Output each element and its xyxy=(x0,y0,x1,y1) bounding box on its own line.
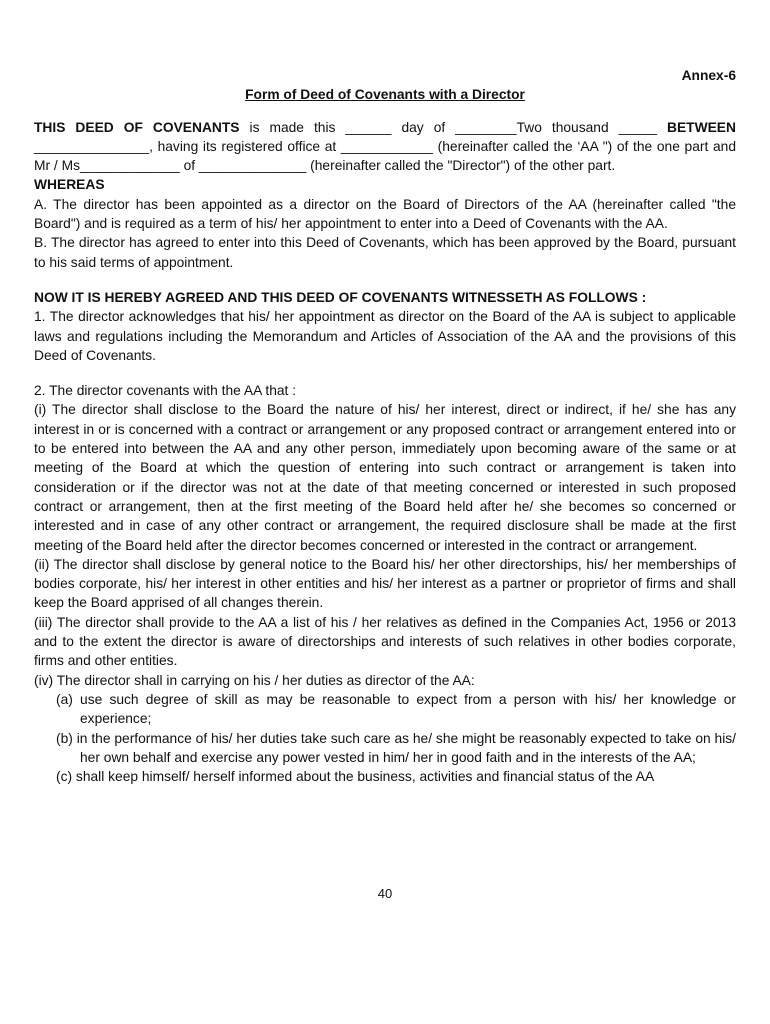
clause-2-intro: 2. The director covenants with the AA that : xyxy=(34,383,297,399)
document-title: Form of Deed of Covenants with a Director xyxy=(245,87,525,103)
intro-text-1: is made this ______ day of ________Two thousand _____ xyxy=(239,119,667,135)
page-number: 40 xyxy=(377,886,393,901)
whereas-heading: WHEREAS xyxy=(34,177,105,193)
clause-2-iv-c: (c) shall keep himself/ herself informed about the business, activities and financial status of the AA xyxy=(56,769,655,785)
clause-2-ii: (ii) The director shall disclose by general notice to the Board his/ her other directorships, his/ her memberships of bodies corporate, his/ her interest in other entities and his/ her interest as a partner or proprietor of firms and shall keep the Board apprised of all changes therein. xyxy=(34,556,736,611)
clause-2-iv-b: (b) in the performance of his/ her duties take such care as he/ she might be reasonably expected to take on his/ her own behalf and exercise any power vested in him/ her in good faith and in the interests of the AA; xyxy=(56,730,736,765)
recital-b: B. The director has agreed to enter into this Deed of Covenants, which has been approved by the Board, pursuant to his said terms of appointment. xyxy=(34,235,736,270)
annex-label: Annex-6 xyxy=(681,68,736,83)
clause-2-iv: (iv) The director shall in carrying on his / her duties as director of the AA: xyxy=(34,672,475,688)
document-page xyxy=(34,66,736,786)
recital-a: A. The director has been appointed as a director on the Board of Directors of the AA (hereinafter called "the Board") and is required as a term of his/ her appointment to enter into a Deed of Covenants with the AA. xyxy=(34,196,736,232)
clause-2-iv-a: (a) use such degree of skill as may be reasonable to expect from a person with his/ her knowledge or experience; xyxy=(56,691,736,727)
clause-2-iii: (iii) The director shall provide to the AA a list of his / her relatives as defined in the Companies Act, 1956 or 2013 and to the extent the director is aware of directorships and interests of such relatives in other bodies corporate, firms and other entities. xyxy=(34,614,736,669)
agreement-heading: NOW IT IS HEREBY AGREED AND THIS DEED OF COVENANTS WITNESSETH AS FOLLOWS : xyxy=(34,289,647,305)
intro-paragraph xyxy=(34,118,736,176)
intro-text-2: _______________, having its registered office at ____________ (hereinafter called the ‘AA ") of the one part and Mr / Ms_____________ of ______________ (hereinafter called the "Director") of the other part. xyxy=(34,138,736,174)
intro-between: BETWEEN xyxy=(666,119,736,135)
clause-2-i: (i) The director shall disclose to the Board the nature of his/ her interest, direct or indirect, if he/ she has any interest in or is concerned with a contract or arrangement or any proposed contract or arrangement entered into or to be entered into between the AA and any other person, immediately upon becoming aware of the same or at meeting of the Board at which the question of entering into such contract or arrangement is taken into consideration or if the director was not at the date of that meeting concerned or interested in such proposed contract or arrangement, then at the first meeting of the Board held after he/ she becomes so concerned or interested and in case of any other contract or arrangement, the required disclosure shall be made at the first meeting of the Board held after the director becomes concerned or interested in the contract or arrangement. xyxy=(34,402,736,553)
intro-lead: THIS DEED OF COVENANTS xyxy=(34,119,240,135)
clause-1: 1. The director acknowledges that his/ her appointment as director on the Board of the AA is subject to applicable laws and regulations including the Memorandum and Articles of Association of the AA and the provisions of this Deed of Covenants. xyxy=(34,309,736,363)
